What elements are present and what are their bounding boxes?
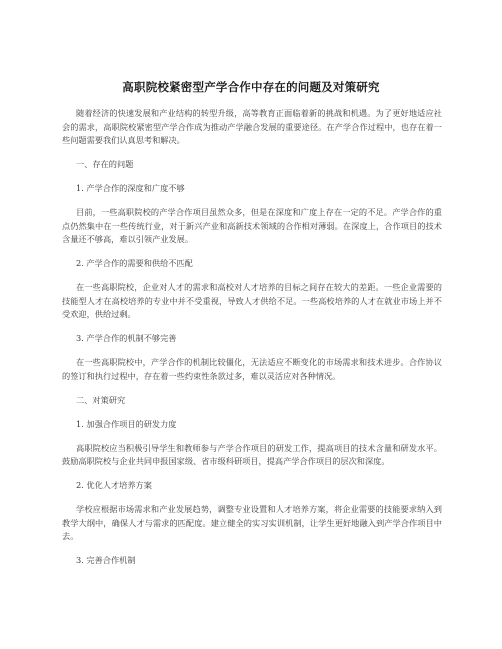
intro-paragraph: 随着经济的快速发展和产业结构的转型升级，高等教育正面临着新的挑战和机遇。为了更好地适应社会的需求，高职院校紧密型产学合作成为推动产学融合发展的重要途径。在产学合作过程中，也存在着一些问题需要我们认真思考和解决。 [62,108,442,145]
subsection-heading: 2. 产学合作的需要和供给不匹配 [76,258,193,268]
subsection-heading: 3. 完善合作机制 [76,555,136,565]
subsection-heading: 3. 产学合作的机制不够完善 [76,333,177,343]
subsection-heading: 2. 优化人才培养方案 [76,480,152,490]
section-heading-countermeasures: 二、对策研究 [76,394,126,405]
document-title: 高职院校紧密型产学合作中存在的问题及对策研究 [122,80,380,94]
body-paragraph: 学校应根据市场需求和产业发展趋势，调整专业设置和人才培养方案，将企业需要的技能要求纳入到教学大纲中，确保人才与需求的匹配度。建立健全的实习实训机制，让学生更好地融入到产学合作项目中去。 [62,504,442,541]
document-body [62,107,442,578]
body-paragraph: 在一些高职院校，企业对人才的需求和高校对人才培养的目标之间存在较大的差距。一些企业需要的技能型人才在高校培养的专业中并不受重视，导致人才供给不足。一些高校培养的人才在就业市场上并不受欢迎，供给过剩。 [62,282,442,319]
subsection-heading: 1. 加强合作项目的研发力度 [76,418,177,429]
body-paragraph: 高职院校应当积极引导学生和教师参与产学合作项目的研发工作，提高项目的技术含量和研发水平。鼓励高职院校与企业共同申报国家级、省市级科研项目，提高产学合作项目的层次和深度。 [62,442,442,466]
body-paragraph: 目前，一些高职院校的产学合作项目虽然众多，但是在深度和广度上存在一定的不足。产学合作的重点仍然集中在一些传统行业，对于新兴产业和高新技术领域的合作相对薄弱。在深度上，合作项目的技术含量还不够高，难以引领产业发展。 [62,207,442,244]
body-paragraph: 在一些高职院校中，产学合作的机制比较僵化，无法适应不断变化的市场需求和技术进步。合作协议的签订和执行过程中，存在着一些约束性条款过多，难以灵活应对各种情况。 [62,357,442,381]
subsection-heading: 1. 产学合作的深度和广度不够 [76,183,185,193]
section-heading-problems: 一、存在的问题 [76,159,134,169]
